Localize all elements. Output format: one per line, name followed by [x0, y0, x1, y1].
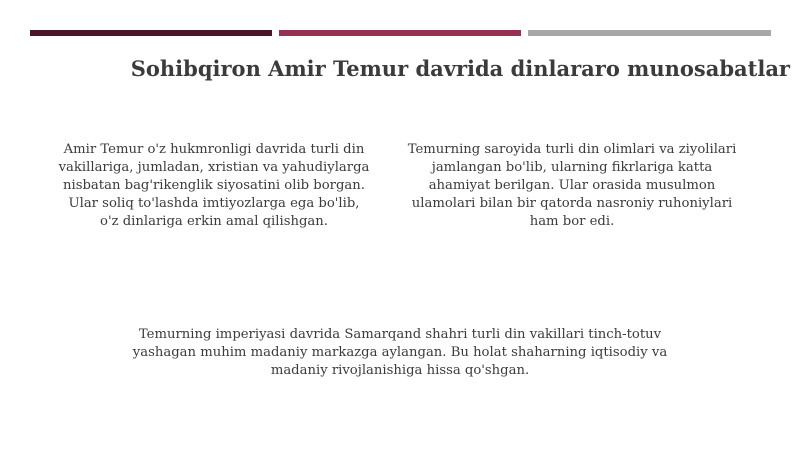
accent-bar-gray	[528, 30, 771, 36]
paragraph-left: Amir Temur o'z hukmronligi davrida turli din vakillariga, jumladan, xristian va yahudiylarga nisbatan bag'rikenglik siyosatini olib borgan. Ular soliq to'lashda imtiyozlarga ega bo'lib, o'z dinlariga erkin amal qilishgan.	[58, 142, 370, 229]
paragraph-bottom: Temurning imperiyasi davrida Samarqand shahri turli din vakillari tinch-totuv yashagan muhim madaniy markazga aylangan. Bu holat shaharning iqtisodiy va madaniy rivojlanishiga hissa qo'shgan.	[132, 327, 668, 378]
paragraph-right: Temurning saroyida turli din olimlari va ziyolilari jamlangan bo'lib, ularning fikrlariga katta ahamiyat berilgan. Ular orasida musulmon ulamolari bilan bir qatorda nasroniy ruhoniylari ham bor edi.	[407, 142, 737, 229]
accent-bar-dark	[30, 30, 272, 36]
slide-title: Sohibqiron Amir Temur davrida dinlararo munosabatlar	[130, 56, 790, 81]
accent-bar-red	[279, 30, 521, 36]
